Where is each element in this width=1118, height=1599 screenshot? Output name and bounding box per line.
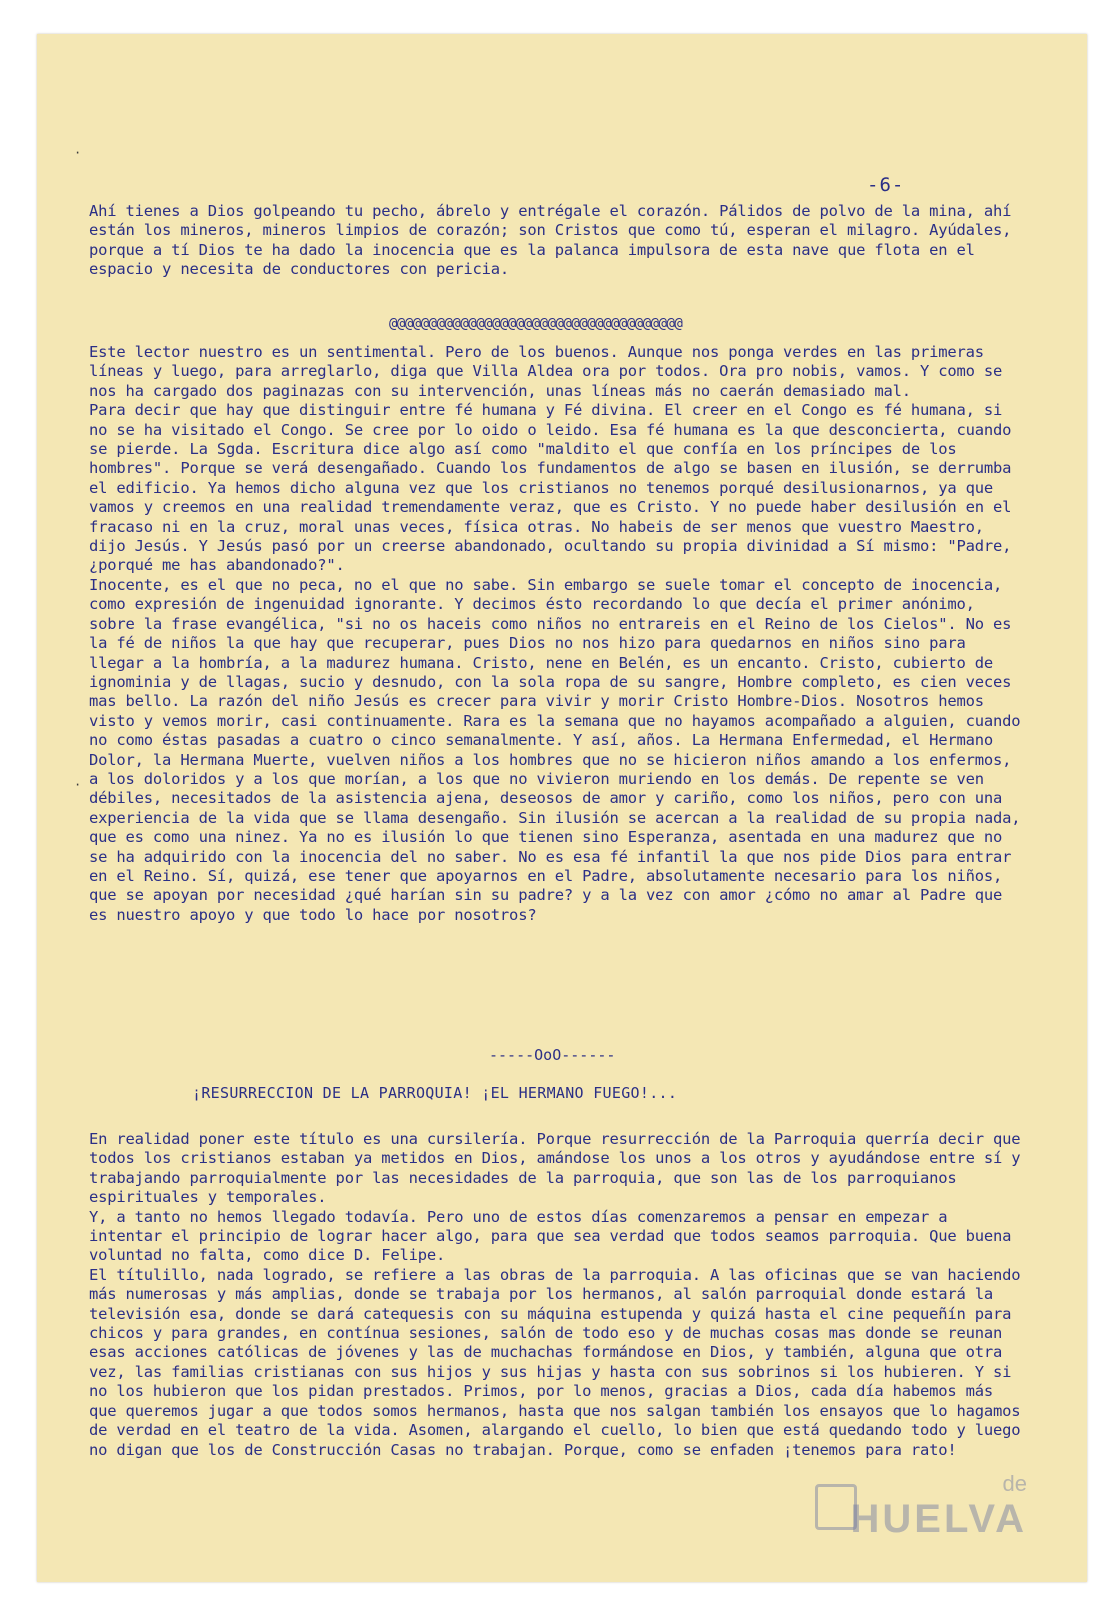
paragraph: Ahí tienes a Dios golpeando tu pecho, ábrelo y entrégale el corazón. Pálidos de polvo de la mina, ahí están los mineros, mineros limpios de corazón; son Cristos que como tú, esperan el milagro. Ayúdales, porque a tí Dios te ha dado la inocencia que es la palanca impulsora de esta nave que flota en el espacio y necesita de conductores con pericia.: [89, 202, 1012, 279]
punch-mark: ·: [74, 778, 82, 792]
document-page: [37, 34, 1087, 1582]
paragraph: En realidad poner este título es una cursilería. Porque resurrección de la Parroquia querría decir que todos los cristianos estaban ya metidos en Dios, amándose los unos a los otros y ayudándose entre sí y trabajando parroquialmente por las necesidades de la parroquia, que son las de los parroquianos espirituales y temporales.: [89, 1130, 1021, 1207]
ornament-divider: @@@@@@@@@@@@@@@@@@@@@@@@@@@@@@@@@@@@@: [389, 316, 683, 332]
paragraph: El títulillo, nada logrado, se refiere a las obras de la parroquia. A las oficinas que se van haciendo más numerosas y más amplias, donde se trabaja por los hermanos, al salón parroquial donde estará la televisión esa, donde se dará catequesis con su máquina estupenda y quizá hasta el cine pequeñín para chicos y para grandes, en contínua sesiones, salón de todo eso y de muchas cosas mas donde se reunan esas acciones católicas de jóvenes y las de muchachas formándose en Dios, y también, alguna que otra vez, las familias cristianas con sus hijos y sus hijas y hasta con sus sobrinos si los hubieren. Y si no los hubieron que los pidan prestados. Primos, por lo menos, gracias a Dios, cada día habemos más que queremos jugar a que todos somos hermanos, hasta que nos salgan también los ensayos que lo hagamos de verdad en el teatro de la vida. Asomen, alargando el cuello, lo bien que está quedando todo y luego no digan que los de Construcción Casas no trabajan. Porque, como se enfaden ¡tenemos para rato!: [89, 1265, 1021, 1459]
section-separator: -----OoO------: [489, 1046, 616, 1064]
archive-watermark: [850, 1471, 1027, 1542]
paragraph-block-3: [89, 1130, 1024, 1460]
section-heading: ¡RESURRECCION DE LA PARROQUIA! ¡EL HERMANO FUEGO!...: [192, 1084, 678, 1102]
paragraph: Inocente, es el que no peca, no el que no sabe. Sin embargo se suele tomar el concepto de inocencia, como expresión de ingenuidad ignorante. Y decimos ésto recordando lo que decía el primer anónimo, sobre la frase evangélica, "si no os haceis como niños no entrareis en el Reino de los Cielos". No es la fé de niños la que hay que recuperar, pues Dios no nos hizo para quedarnos en niños sino para llegar a la hombría, a la madurez humana. Cristo, nene en Belén, es un encanto. Cristo, cubierto de ignominia y de llagas, sucio y desnudo, con la sola ropa de su sangre, Hombre completo, es cien veces mas bello. La razón del niño Jesús es crecer para vivir y morir Cristo Hombre-Dios. Nosotros hemos visto y vemos morir, casi continuamente. Rara es la semana que no hayamos acompañado a alguien, cuando no como éstas pasadas a cuatro o cinco semanalmente. Y así, años. La Hermana Enfermedad, el Hermano Dolor, la Hermana Muerte, vuelven niños a los hombres que no se hicieron niños amando a los enfermos, a los doloridos y a los que morían, a los que no vivieron muriendo en los demás. De repente se ven débiles, necesitados de la asistencia ajena, deseosos de amor y cariño, como los niños, pero con una experiencia de la vida que se llama desengaño. Sin ilusión se acercan a la realidad de su propia nada, que es como una ninez. Ya no es ilusión lo que tienen sino Esperanza, asentada en una madurez que no se ha adquirido con la inocencia del no saber. No es esa fé infantil la que nos pide Dios para entrar en el Reino. Sí, quizá, ese tener que apoyarnos en el Padre, absolutamente necesario para los niños, que se apoyan por necesidad ¿qué harían sin su padre? y a la vez con amor ¿cómo no amar al Padre que es nuestro apoyo y que todo lo hace por nosotros?: [89, 575, 1021, 924]
punch-mark: ·: [74, 146, 82, 160]
watermark-top: de: [1002, 1471, 1027, 1496]
watermark-main: HUELVA: [850, 1497, 1027, 1541]
paragraph: Para decir que hay que distinguir entre fé humana y Fé divina. El creer en el Congo es fé humana, si no se ha visitado el Congo. Se cree por lo oido o leido. Esa fé humana es la que desconcierta, cuando se pierde. La Sgda. Escritura dice algo así como "maldito el que confía en los príncipes de los hombres". Porque se verá desengañado. Cuando los fundamentos de algo se basen en ilusión, se derrumba el edificio. Ya hemos dicho alguna vez que los cristianos no tenemos porqué desilusionarnos, ya que vamos y creemos en una realidad tremendamente veraz, que es Cristo. Y no puede haber desilusión en el fracaso ni en la cruz, moral unas veces, física otras. No habeis de ser menos que vuestro Maestro, dijo Jesús. Y Jesús pasó por un creerse abandonado, ocultando su propia divinidad a Sí mismo: "Padre, ¿porqué me has abandonado?".: [89, 401, 1012, 575]
paragraph-block-2: [89, 343, 1024, 925]
page-number: -6-: [867, 174, 905, 196]
paragraph: Este lector nuestro es un sentimental. Pero de los buenos. Aunque nos ponga verdes en las primeras líneas y luego, para arreglarlo, diga que Villa Aldea ora por todos. Ora pro nobis, vamos. Y como se nos ha cargado dos paginazas con su intervención, unas líneas más no caerán demasiado mal.: [89, 343, 1003, 400]
paragraph: Y, a tanto no hemos llegado todavía. Pero uno de estos días comenzaremos a pensar en empezar a intentar el principio de lograr hacer algo, para que sea verdad que todos seamos parroquia. Que buena voluntad no falta, como dice D. Felipe.: [89, 1207, 1012, 1265]
paragraph-block-1: [89, 202, 1024, 280]
